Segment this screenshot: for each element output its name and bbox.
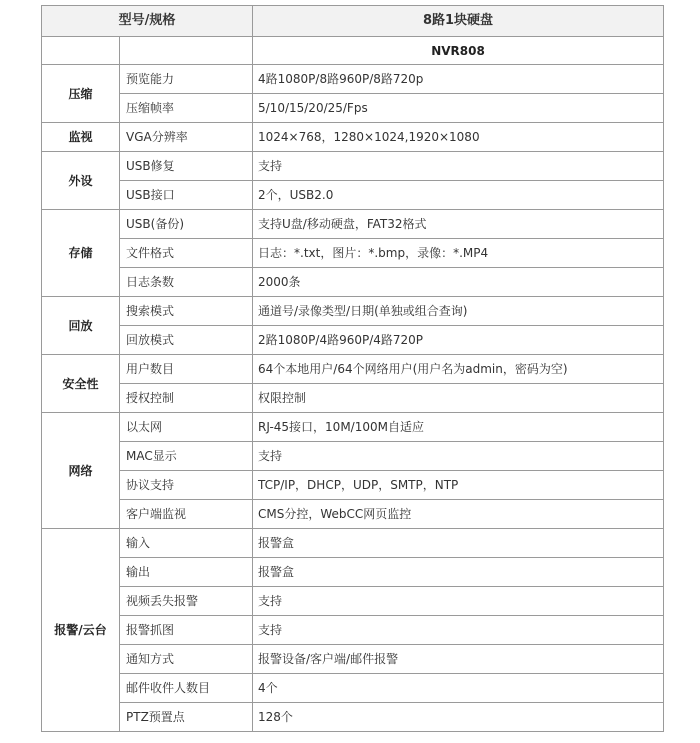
table-row [42, 210, 664, 239]
field-label: USB修复 [120, 152, 253, 181]
field-label: 输出 [120, 558, 253, 587]
product-header-cell: 8路1块硬盘 [253, 6, 664, 37]
table-row [42, 703, 664, 732]
group-label: 网络 [42, 413, 120, 529]
field-label: USB(备份) [120, 210, 253, 239]
field-label: 搜索模式 [120, 297, 253, 326]
table-row [42, 181, 664, 210]
field-label: 回放模式 [120, 326, 253, 355]
field-label: VGA分辨率 [120, 123, 253, 152]
field-value: 5/10/15/20/25/Fps [253, 94, 664, 123]
table-row [42, 355, 664, 384]
spec-header-cell: 型号/规格 [42, 6, 253, 37]
field-value: 通道号/录像类型/日期(单独或组合查询) [253, 297, 664, 326]
field-value: TCP/IP，DHCP，UDP，SMTP，NTP [253, 471, 664, 500]
field-value: 2个，USB2.0 [253, 181, 664, 210]
field-value: 2000条 [253, 268, 664, 297]
field-value: 2路1080P/4路960P/4路720P [253, 326, 664, 355]
table-row [42, 123, 664, 152]
table-row [42, 500, 664, 529]
field-label: 视频丢失报警 [120, 587, 253, 616]
field-value: 权限控制 [253, 384, 664, 413]
group-label: 外设 [42, 152, 120, 210]
field-label: MAC显示 [120, 442, 253, 471]
field-label: 文件格式 [120, 239, 253, 268]
table-row [42, 558, 664, 587]
field-value: 日志：*.txt，图片：*.bmp，录像：*.MP4 [253, 239, 664, 268]
table-row [42, 65, 664, 94]
group-label: 回放 [42, 297, 120, 355]
model-empty-cell [42, 37, 120, 65]
field-value: 支持 [253, 616, 664, 645]
table-row [42, 413, 664, 442]
group-label: 安全性 [42, 355, 120, 413]
field-label: 报警抓图 [120, 616, 253, 645]
table-row [42, 326, 664, 355]
field-label: USB接口 [120, 181, 253, 210]
table-row [42, 645, 664, 674]
table-row [42, 94, 664, 123]
table-row [42, 239, 664, 268]
group-label: 报警/云台 [42, 529, 120, 732]
field-label: 日志条数 [120, 268, 253, 297]
group-label: 存储 [42, 210, 120, 297]
table-row [42, 442, 664, 471]
table-row [42, 674, 664, 703]
field-label: 通知方式 [120, 645, 253, 674]
field-value: 支持 [253, 152, 664, 181]
field-value: 支持 [253, 442, 664, 471]
field-label: 客户端监视 [120, 500, 253, 529]
group-label: 监视 [42, 123, 120, 152]
field-label: 压缩帧率 [120, 94, 253, 123]
field-label: 预览能力 [120, 65, 253, 94]
field-value: 报警盒 [253, 529, 664, 558]
table-row [42, 471, 664, 500]
field-value: RJ-45接口，10M/100M自适应 [253, 413, 664, 442]
field-value: 4个 [253, 674, 664, 703]
spec-table-body [42, 6, 664, 732]
field-value: 128个 [253, 703, 664, 732]
table-row [42, 529, 664, 558]
field-label: PTZ预置点 [120, 703, 253, 732]
spec-table [41, 5, 664, 732]
table-row [42, 268, 664, 297]
model-name-cell: NVR808 [253, 37, 664, 65]
field-label: 用户数目 [120, 355, 253, 384]
field-label: 邮件收件人数目 [120, 674, 253, 703]
table-row [42, 152, 664, 181]
table-row [42, 587, 664, 616]
field-label: 协议支持 [120, 471, 253, 500]
field-value: 4路1080P/8路960P/8路720p [253, 65, 664, 94]
field-value: 支持U盘/移动硬盘，FAT32格式 [253, 210, 664, 239]
field-value: CMS分控，WebCC网页监控 [253, 500, 664, 529]
field-label: 以太网 [120, 413, 253, 442]
table-row [42, 297, 664, 326]
spec-sheet [41, 5, 663, 732]
table-row [42, 616, 664, 645]
field-value: 报警设备/客户端/邮件报警 [253, 645, 664, 674]
field-value: 报警盒 [253, 558, 664, 587]
field-value: 1024×768，1280×1024,1920×1080 [253, 123, 664, 152]
field-value: 支持 [253, 587, 664, 616]
group-label: 压缩 [42, 65, 120, 123]
model-row [42, 37, 664, 65]
field-label: 授权控制 [120, 384, 253, 413]
table-header-row [42, 6, 664, 37]
field-label: 输入 [120, 529, 253, 558]
model-empty-cell [120, 37, 253, 65]
table-row [42, 384, 664, 413]
field-value: 64个本地用户/64个网络用户(用户名为admin，密码为空) [253, 355, 664, 384]
